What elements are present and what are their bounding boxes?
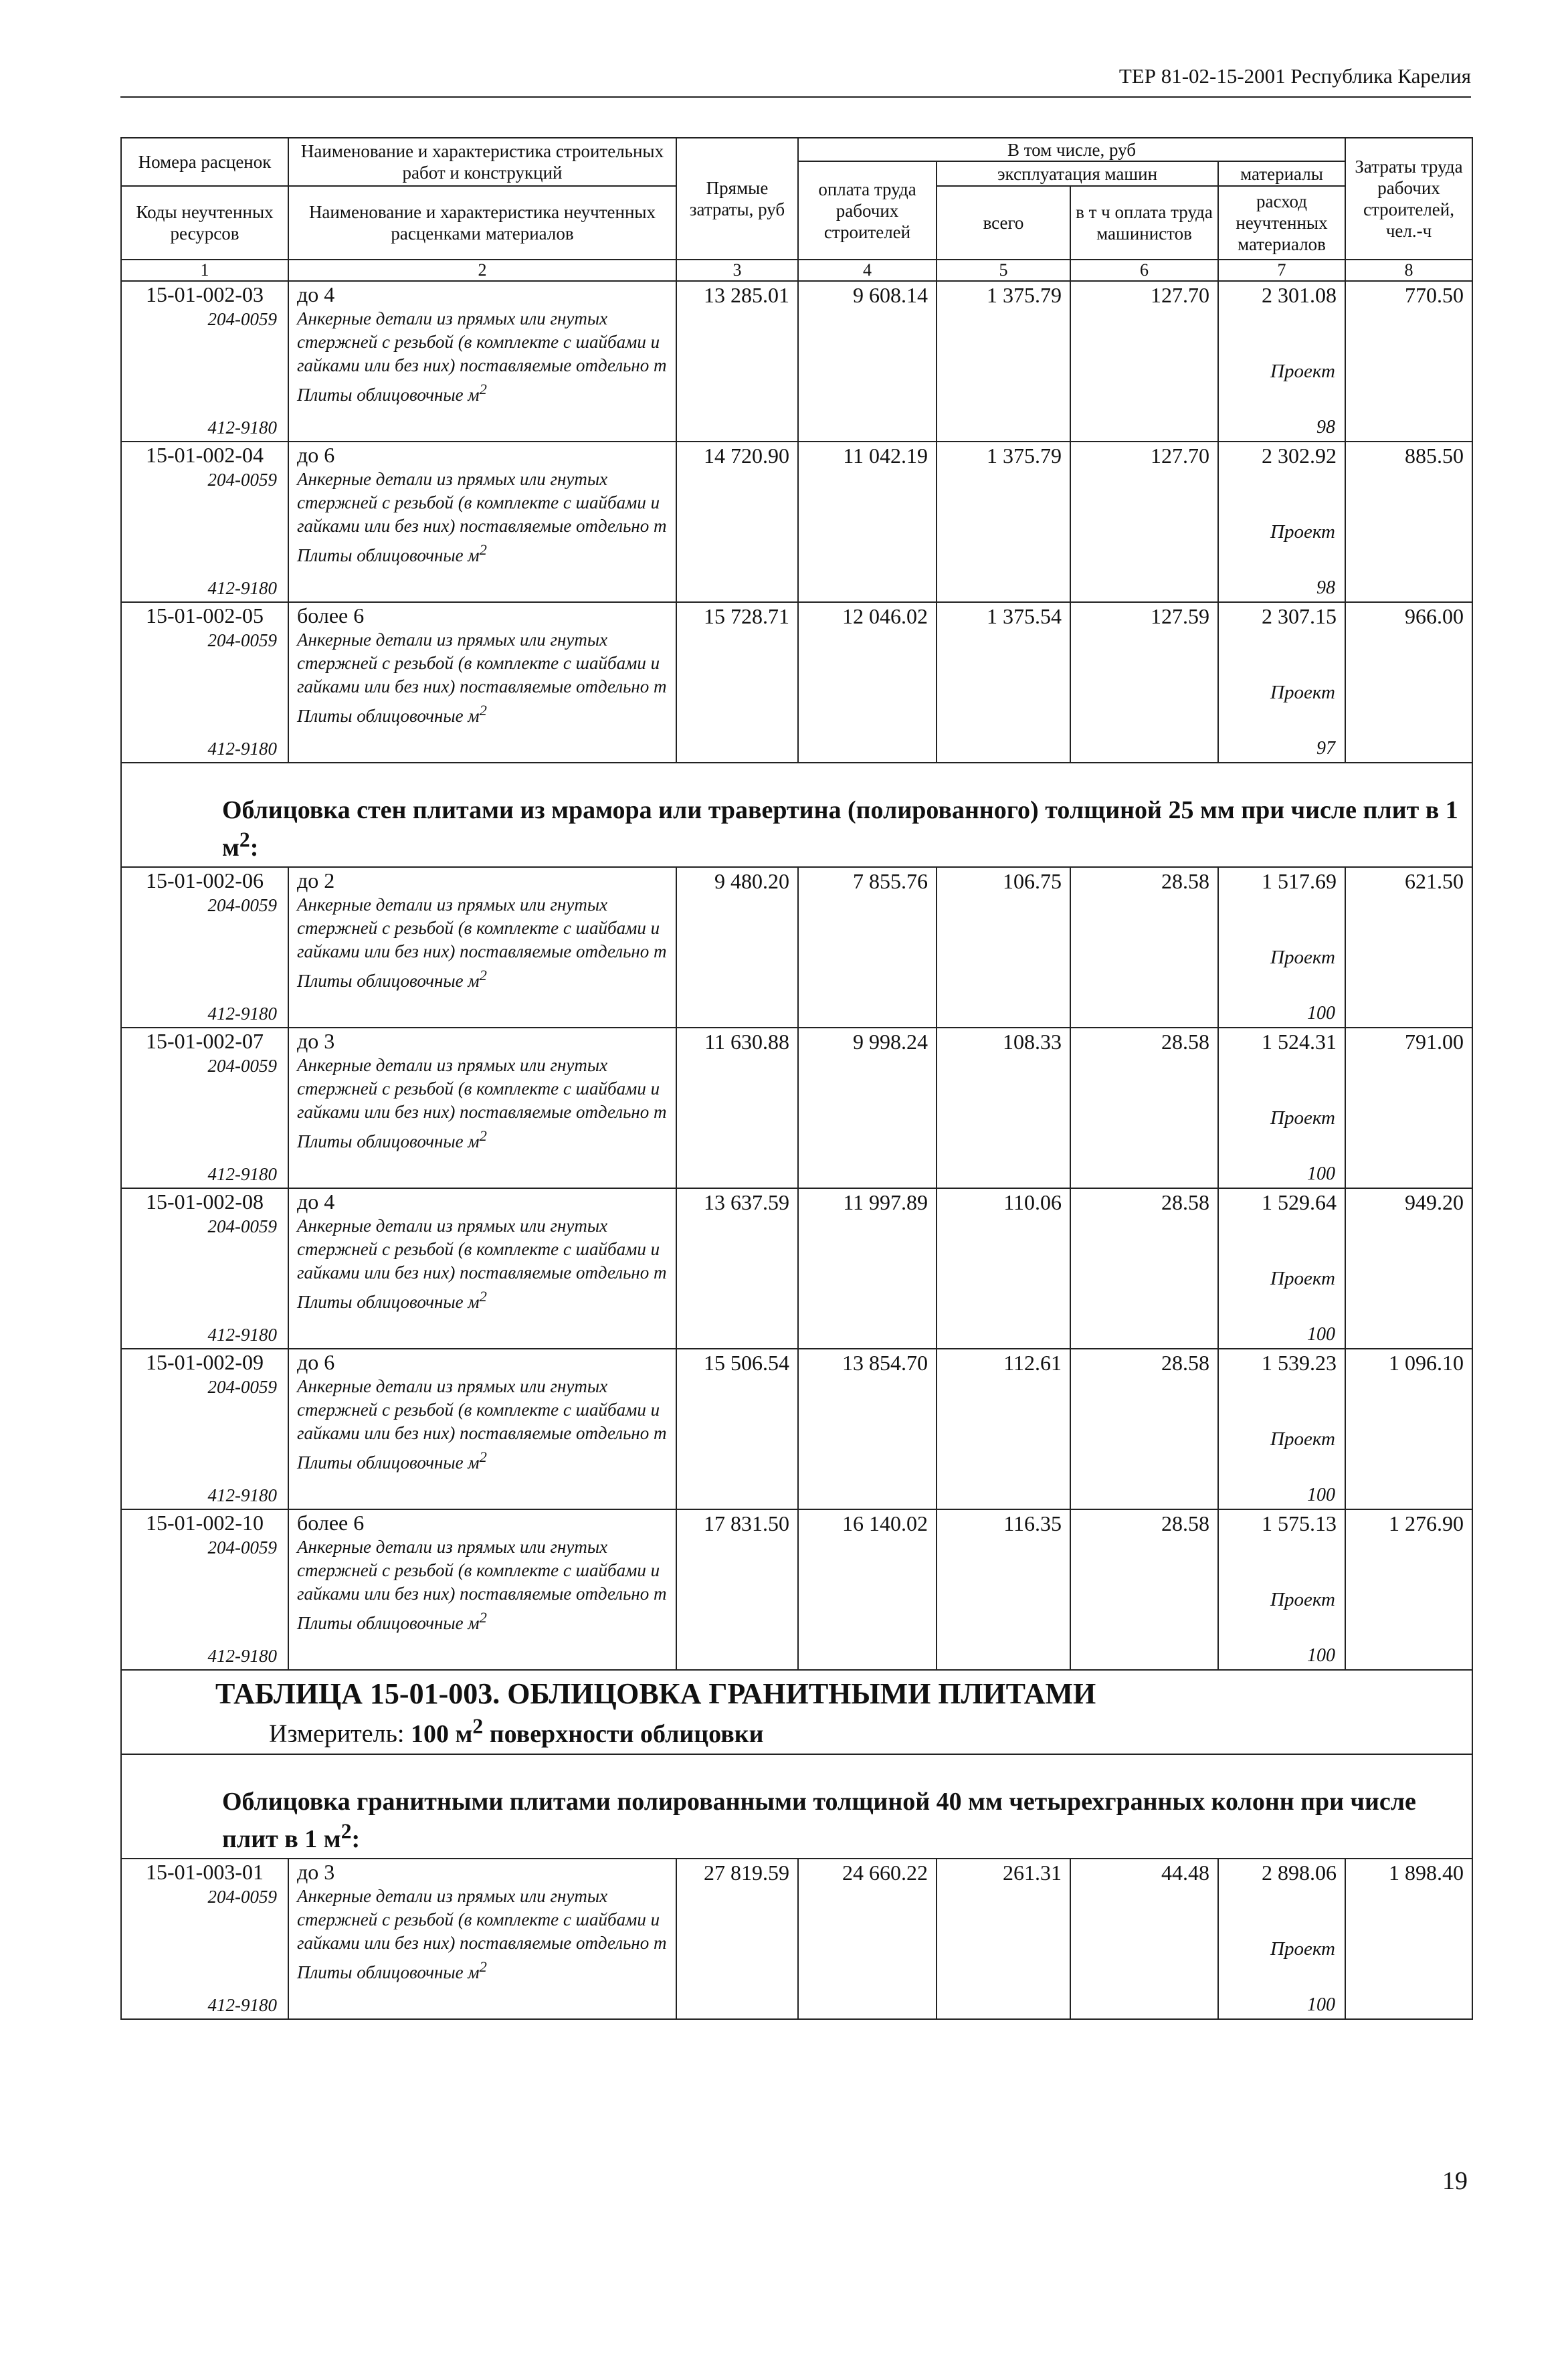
direct-costs: 14 720.90 — [676, 442, 798, 602]
resource-code-anchor: 204-0059 — [207, 1056, 277, 1076]
labor-pay: 16 140.02 — [798, 1509, 937, 1670]
plates-material-desc: Плиты облицовочные $м^2$ — [297, 1958, 487, 1982]
machines-total: 1 375.54 — [937, 602, 1070, 763]
col-number: 6 — [1070, 260, 1218, 281]
plates-quantity: 100 — [1307, 1324, 1335, 1345]
materials-cost: 2 898.06 — [1262, 1860, 1337, 1885]
col-number: 3 — [676, 260, 798, 281]
table-body — [121, 281, 1472, 2019]
labor-hours: 770.50 — [1345, 281, 1472, 442]
resource-code-plates: 412-9180 — [207, 1994, 277, 2015]
materials-cell — [1218, 602, 1345, 763]
plates-material-desc: Плиты облицовочные $м^2$ — [297, 1609, 487, 1633]
anchor-material-desc: Анкерные детали из прямых или гнутых стержней с резьбой (в комплекте с шайбами и гайками или без них) поставляемые отдельно т — [297, 630, 667, 696]
project-note: Проект — [1270, 521, 1335, 543]
rate-code-cell — [121, 1188, 288, 1349]
col-group-machines: эксплуатация машин — [937, 161, 1218, 186]
rate-code: 15-01-002-04 — [146, 443, 264, 467]
project-note: Проект — [1270, 1268, 1335, 1289]
table-row — [121, 1859, 1472, 2019]
work-name: до 2 — [297, 868, 335, 892]
labor-hours: 1 096.10 — [1345, 1349, 1472, 1509]
work-name: более 6 — [297, 1511, 365, 1535]
plates-material-desc: Плиты облицовочные $м^2$ — [297, 702, 487, 726]
materials-cost: 2 301.08 — [1262, 283, 1337, 307]
col-labor-hours: Затраты труда рабочих строителей, чел.-ч — [1345, 138, 1472, 260]
plates-quantity: 97 — [1316, 738, 1335, 759]
col-number: 7 — [1218, 260, 1345, 281]
work-name: до 4 — [297, 282, 335, 306]
labor-hours: 621.50 — [1345, 867, 1472, 1028]
labor-hours: 949.20 — [1345, 1188, 1472, 1349]
anchor-material-desc: Анкерные детали из прямых или гнутых стержней с резьбой (в комплекте с шайбами и гайками или без них) поставляемые отдельно т — [297, 1537, 667, 1604]
rate-code: 15-01-002-05 — [146, 603, 264, 628]
materials-cell — [1218, 281, 1345, 442]
col-material-name: Наименование и характеристика неучтенных расценками материалов — [288, 186, 676, 260]
rate-code-cell — [121, 1509, 288, 1670]
materials-cell — [1218, 1188, 1345, 1349]
operators-pay: 127.70 — [1070, 281, 1218, 442]
col-labor-pay: оплата труда рабочих строителей — [798, 161, 937, 260]
labor-pay: 7 855.76 — [798, 867, 937, 1028]
project-note: Проект — [1270, 1107, 1335, 1129]
materials-cell — [1218, 867, 1345, 1028]
resource-code-plates: 412-9180 — [207, 417, 277, 438]
project-note: Проект — [1270, 1589, 1335, 1610]
col-resource-codes: Коды неучтенных ресурсов — [121, 186, 288, 260]
col-group-incl: В том числе, руб — [798, 138, 1345, 161]
plates-quantity: 98 — [1316, 577, 1335, 598]
labor-pay: 11 042.19 — [798, 442, 937, 602]
work-description-cell — [288, 1509, 676, 1670]
project-note: Проект — [1270, 947, 1335, 968]
table-row — [121, 1349, 1472, 1509]
resource-code-anchor: 204-0059 — [207, 309, 277, 329]
work-description-cell — [288, 602, 676, 763]
labor-pay: 11 997.89 — [798, 1188, 937, 1349]
direct-costs: 15 506.54 — [676, 1349, 798, 1509]
materials-cost: 2 302.92 — [1262, 444, 1337, 468]
materials-cost: 1 539.23 — [1262, 1351, 1337, 1375]
project-note: Проект — [1270, 682, 1335, 703]
plates-quantity: 98 — [1316, 417, 1335, 438]
work-name: до 3 — [297, 1859, 335, 1884]
plates-material-desc: Плиты облицовочные $м^2$ — [297, 381, 487, 405]
table-title-row — [121, 1670, 1472, 1754]
resource-code-anchor: 204-0059 — [207, 1216, 277, 1236]
table-row — [121, 281, 1472, 442]
rate-code: 15-01-002-06 — [146, 868, 264, 892]
labor-pay: 24 660.22 — [798, 1859, 937, 2019]
materials-cell — [1218, 1349, 1345, 1509]
rate-code: 15-01-003-01 — [146, 1859, 264, 1884]
plates-quantity: 100 — [1307, 1994, 1335, 2015]
resource-code-anchor: 204-0059 — [207, 1886, 277, 1907]
materials-cost: 2 307.15 — [1262, 604, 1337, 628]
work-description-cell — [288, 281, 676, 442]
materials-cell — [1218, 442, 1345, 602]
machines-total: 112.61 — [937, 1349, 1070, 1509]
work-description-cell — [288, 1349, 676, 1509]
operators-pay: 28.58 — [1070, 1028, 1218, 1188]
table-row — [121, 1188, 1472, 1349]
labor-hours: 885.50 — [1345, 442, 1472, 602]
work-description-cell — [288, 442, 676, 602]
rate-code: 15-01-002-09 — [146, 1350, 264, 1374]
resource-code-plates: 412-9180 — [207, 1485, 277, 1505]
operators-pay: 28.58 — [1070, 867, 1218, 1028]
table-row — [121, 1509, 1472, 1670]
work-description-cell — [288, 1188, 676, 1349]
rate-code: 15-01-002-10 — [146, 1511, 264, 1535]
machines-total: 1 375.79 — [937, 442, 1070, 602]
machines-total: 110.06 — [937, 1188, 1070, 1349]
project-note: Проект — [1270, 1428, 1335, 1450]
resource-code-plates: 412-9180 — [207, 739, 277, 759]
col-direct-costs: Прямые затраты, руб — [676, 138, 798, 260]
plates-material-desc: Плиты облицовочные $м^2$ — [297, 967, 487, 991]
running-header: ТЕР 81-02-15-2001 Республика Карелия — [1118, 64, 1471, 88]
labor-hours: 966.00 — [1345, 602, 1472, 763]
operators-pay: 28.58 — [1070, 1188, 1218, 1349]
direct-costs: 13 285.01 — [676, 281, 798, 442]
work-name: до 6 — [297, 1350, 335, 1374]
anchor-material-desc: Анкерные детали из прямых или гнутых стержней с резьбой (в комплекте с шайбами и гайками или без них) поставляемые отдельно т — [297, 1216, 667, 1283]
resource-code-anchor: 204-0059 — [207, 895, 277, 915]
work-description-cell — [288, 867, 676, 1028]
direct-costs: 9 480.20 — [676, 867, 798, 1028]
work-description-cell — [288, 1859, 676, 2019]
rate-code: 15-01-002-08 — [146, 1190, 264, 1214]
col-number: 4 — [798, 260, 937, 281]
section-heading-text: Облицовка стен плитами из мрамора или травертина (полированного) толщиной 25 мм при числе плит в 1 $м^2$: — [222, 796, 1458, 862]
machines-total: 108.33 — [937, 1028, 1070, 1188]
col-rate-number: Номера расценок — [121, 138, 288, 186]
section-heading-text: Облицовка гранитными плитами полированными толщиной 40 мм четырехгранных колонн при числе плит в 1 $м^2$: — [222, 1788, 1416, 1853]
machines-total: 106.75 — [937, 867, 1070, 1028]
section-heading-marble — [121, 763, 1472, 867]
labor-hours: 1 276.90 — [1345, 1509, 1472, 1670]
anchor-material-desc: Анкерные детали из прямых или гнутых стержней с резьбой (в комплекте с шайбами и гайками или без них) поставляемые отдельно т — [297, 469, 667, 536]
table-header — [121, 138, 1472, 281]
plates-quantity: 100 — [1307, 1003, 1335, 1024]
plates-material-desc: Плиты облицовочные $м^2$ — [297, 541, 487, 565]
materials-cost: 1 517.69 — [1262, 869, 1337, 893]
col-materials-consumption: расход неучтенных материалов — [1218, 186, 1345, 260]
labor-pay: 12 046.02 — [798, 602, 937, 763]
plates-material-desc: Плиты облицовочные $м^2$ — [297, 1288, 487, 1312]
anchor-material-desc: Анкерные детали из прямых или гнутых стержней с резьбой (в комплекте с шайбами и гайками или без них) поставляемые отдельно т — [297, 1885, 667, 1953]
rate-code-cell — [121, 602, 288, 763]
direct-costs: 27 819.59 — [676, 1859, 798, 2019]
rate-code: 15-01-002-03 — [146, 282, 264, 306]
plates-quantity: 100 — [1307, 1163, 1335, 1184]
work-description-cell — [288, 1028, 676, 1188]
direct-costs: 13 637.59 — [676, 1188, 798, 1349]
labor-hours: 791.00 — [1345, 1028, 1472, 1188]
resource-code-anchor: 204-0059 — [207, 470, 277, 490]
anchor-material-desc: Анкерные детали из прямых или гнутых стержней с резьбой (в комплекте с шайбами и гайками или без них) поставляемые отдельно т — [297, 308, 667, 375]
table-row — [121, 602, 1472, 763]
labor-pay: 13 854.70 — [798, 1349, 937, 1509]
resource-code-plates: 412-9180 — [207, 1164, 277, 1184]
direct-costs: 17 831.50 — [676, 1509, 798, 1670]
labor-pay: 9 998.24 — [798, 1028, 937, 1188]
col-number: 5 — [937, 260, 1070, 281]
work-name: более 6 — [297, 603, 365, 628]
col-work-name: Наименование и характеристика строительных работ и конструкций — [288, 138, 676, 186]
operators-pay: 28.58 — [1070, 1349, 1218, 1509]
table-title-block — [121, 1670, 1472, 1754]
rate-code-cell — [121, 1028, 288, 1188]
direct-costs: 15 728.71 — [676, 602, 798, 763]
operators-pay: 44.48 — [1070, 1859, 1218, 2019]
plates-quantity: 100 — [1307, 1485, 1335, 1505]
work-name: до 6 — [297, 443, 335, 467]
rate-code-cell — [121, 1859, 288, 2019]
col-group-materials: материалы — [1218, 161, 1345, 186]
anchor-material-desc: Анкерные детали из прямых или гнутых стержней с резьбой (в комплекте с шайбами и гайками или без них) поставляемые отдельно т — [297, 1055, 667, 1122]
materials-cell — [1218, 1028, 1345, 1188]
plates-material-desc: Плиты облицовочные $м^2$ — [297, 1448, 487, 1473]
project-note: Проект — [1270, 1938, 1335, 1960]
materials-cell — [1218, 1509, 1345, 1670]
rate-code-cell — [121, 1349, 288, 1509]
work-name: до 4 — [297, 1190, 335, 1214]
labor-hours: 1 898.40 — [1345, 1859, 1472, 2019]
project-note: Проект — [1270, 361, 1335, 382]
resource-code-anchor: 204-0059 — [207, 1377, 277, 1397]
anchor-material-desc: Анкерные детали из прямых или гнутых стержней с резьбой (в комплекте с шайбами и гайками или без них) поставляемые отдельно т — [297, 1376, 667, 1443]
col-number: 2 — [288, 260, 676, 281]
rate-code-cell — [121, 442, 288, 602]
work-name: до 3 — [297, 1029, 335, 1053]
rates-table — [120, 137, 1473, 2020]
operators-pay: 28.58 — [1070, 1509, 1218, 1670]
header-rule — [120, 96, 1471, 98]
resource-code-anchor: 204-0059 — [207, 630, 277, 650]
section-heading-granite — [121, 1754, 1472, 1859]
section-heading-row — [121, 763, 1472, 867]
table-row — [121, 1028, 1472, 1188]
col-operators-pay: в т ч оплата труда машинистов — [1070, 186, 1218, 260]
materials-cost: 1 524.31 — [1262, 1030, 1337, 1054]
anchor-material-desc: Анкерные детали из прямых или гнутых стержней с резьбой (в комплекте с шайбами и гайками или без них) поставляемые отдельно т — [297, 894, 667, 961]
resource-code-plates: 412-9180 — [207, 1325, 277, 1345]
col-machines-total: всего — [937, 186, 1070, 260]
resource-code-plates: 412-9180 — [207, 578, 277, 598]
plates-quantity: 100 — [1307, 1645, 1335, 1666]
section-heading-row — [121, 1754, 1472, 1859]
resource-code-plates: 412-9180 — [207, 1004, 277, 1024]
materials-cost: 1 529.64 — [1262, 1190, 1337, 1214]
resource-code-anchor: 204-0059 — [207, 1537, 277, 1558]
table-row — [121, 442, 1472, 602]
column-numbers-row — [121, 260, 1472, 281]
table-title: ТАБЛИЦА 15-01-003. ОБЛИЦОВКА ГРАНИТНЫМИ ПЛИТАМИ — [215, 1677, 1096, 1710]
direct-costs: 11 630.88 — [676, 1028, 798, 1188]
materials-cost: 1 575.13 — [1262, 1511, 1337, 1535]
resource-code-plates: 412-9180 — [207, 1646, 277, 1666]
materials-cell — [1218, 1859, 1345, 2019]
machines-total: 1 375.79 — [937, 281, 1070, 442]
rate-code-cell — [121, 867, 288, 1028]
rate-code: 15-01-002-07 — [146, 1029, 264, 1053]
col-number: 1 — [121, 260, 288, 281]
page-number: 19 — [1442, 2167, 1468, 2195]
labor-pay: 9 608.14 — [798, 281, 937, 442]
operators-pay: 127.70 — [1070, 442, 1218, 602]
plates-material-desc: Плиты облицовочные $м^2$ — [297, 1127, 487, 1151]
rate-code-cell — [121, 281, 288, 442]
operators-pay: 127.59 — [1070, 602, 1218, 763]
col-number: 8 — [1345, 260, 1472, 281]
table-meter: Измеритель: 100 $м^2$ поверхности облицовки — [269, 1714, 764, 1748]
machines-total: 116.35 — [937, 1509, 1070, 1670]
table-row — [121, 867, 1472, 1028]
machines-total: 261.31 — [937, 1859, 1070, 2019]
